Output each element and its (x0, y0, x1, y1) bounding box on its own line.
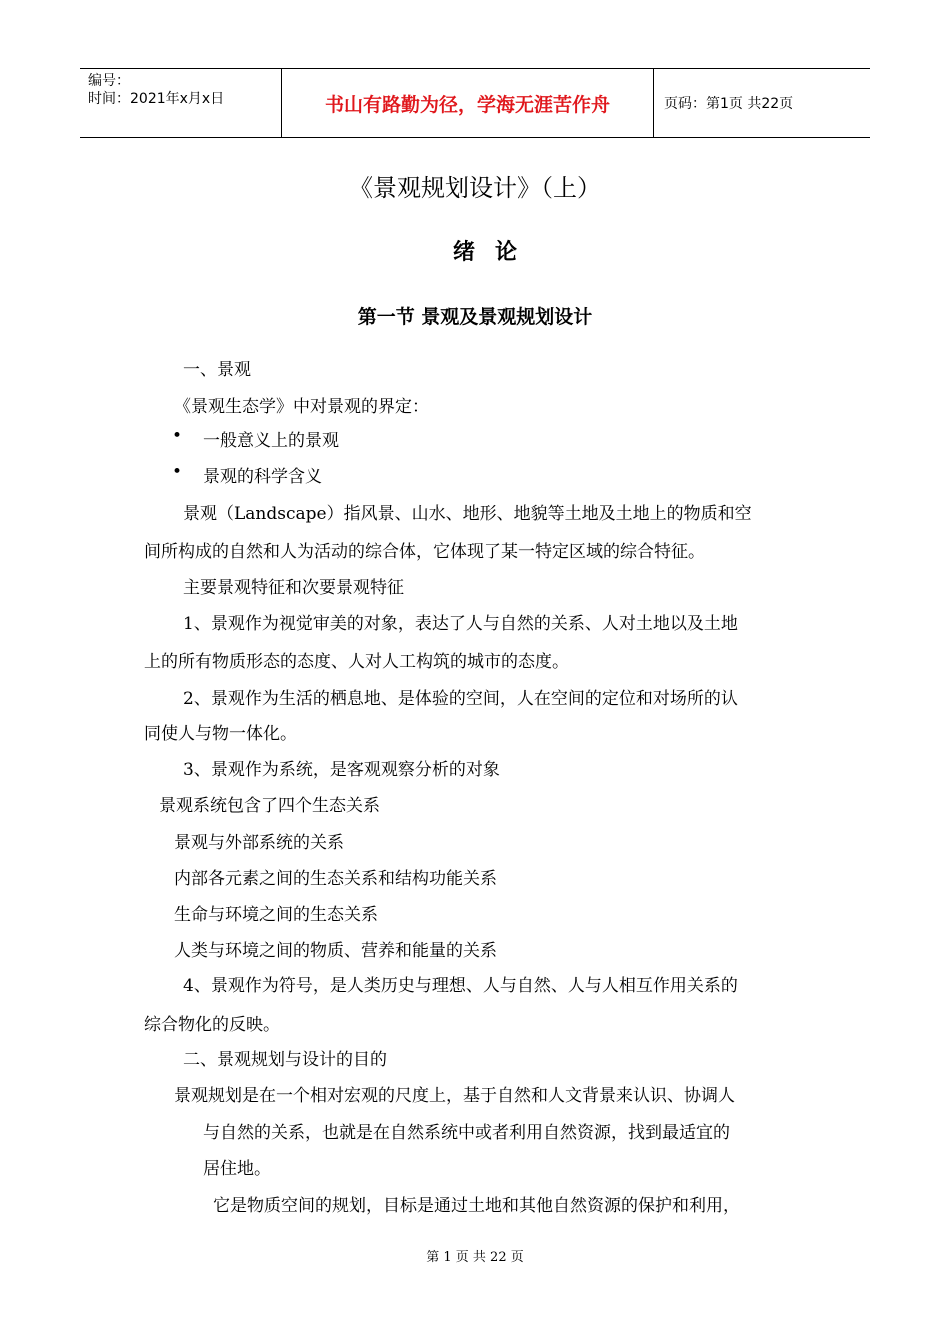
paragraph-line: 人类与环境之间的物质、营养和能量的关系 (174, 941, 497, 961)
paragraph-line: 景观与外部系统的关系 (174, 833, 344, 853)
paragraph-line: 与自然的关系，也就是在自然系统中或者利用自然资源，找到最适宜的 (203, 1123, 730, 1143)
paragraph-line: 4、景观作为符号，是人类历史与理想、人与自然、人与人相互作用关系的 (183, 976, 738, 996)
paragraph-line: 景观规划是在一个相对宏观的尺度上，基于自然和人文背景来认识、协调人 (174, 1086, 735, 1106)
paragraph-line: 主要景观特征和次要景观特征 (183, 578, 404, 598)
paragraph-line: 居住地。 (203, 1159, 271, 1179)
header-motto: 书山有路勤为径，学海无涯苦作舟 (281, 69, 654, 137)
paragraph-line: 一、景观 (183, 360, 251, 380)
bullet-item: 景观的科学含义 (203, 467, 322, 487)
time-label: 时间：2021年x月x日 (88, 91, 225, 107)
paragraph-line: 景观（Landscape）指风景、山水、地形、地貌等土地及土地上的物质和空 (183, 504, 752, 524)
chapter-heading: 绪论 (452, 239, 537, 265)
bullet-icon: • (172, 462, 183, 482)
document-title: 《景观规划设计》（上） (349, 174, 601, 202)
paragraph-line: 综合物化的反映。 (144, 1015, 280, 1035)
bullet-item: 一般意义上的景观 (203, 431, 339, 451)
paragraph-line: 间所构成的自然和人为活动的综合体，它体现了某一特定区域的综合特征。 (144, 542, 705, 562)
bullet-icon: • (172, 426, 183, 446)
number-label: 编号： (88, 73, 130, 89)
paragraph-line: 内部各元素之间的生态关系和结构功能关系 (174, 869, 497, 889)
paragraph-line: 二、景观规划与设计的目的 (183, 1050, 387, 1070)
document-header (80, 68, 870, 138)
paragraph-line: 生命与环境之间的生态关系 (174, 905, 378, 925)
header-meta (80, 69, 281, 137)
page-footer: 第 1 页 共 22 页 (426, 1250, 524, 1265)
section-heading: 第一节 景观及景观规划设计 (357, 306, 593, 328)
paragraph-line: 2、景观作为生活的栖息地、是体验的空间，人在空间的定位和对场所的认 (183, 689, 738, 709)
paragraph-line: 景观系统包含了四个生态关系 (159, 796, 380, 816)
paragraph-line: 《景观生态学》中对景观的界定： (174, 397, 429, 417)
paragraph-line: 3、景观作为系统，是客观观察分析的对象 (183, 760, 500, 780)
paragraph-line: 它是物质空间的规划，目标是通过土地和其他自然资源的保护和利用， (213, 1196, 740, 1216)
paragraph-line: 同使人与物一体化。 (144, 724, 297, 744)
header-page-info: 页码：第1页 共22页 (664, 96, 794, 112)
paragraph-line: 1、景观作为视觉审美的对象，表达了人与自然的关系、人对土地以及土地 (183, 614, 738, 634)
paragraph-line: 上的所有物质形态的态度、人对人工构筑的城市的态度。 (144, 652, 569, 672)
